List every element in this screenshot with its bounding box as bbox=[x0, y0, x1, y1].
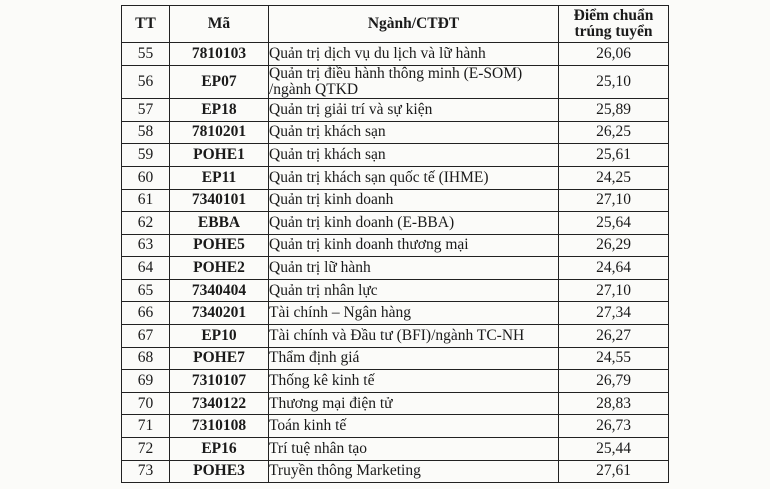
row-ma: POHE1 bbox=[170, 144, 269, 167]
table-row bbox=[122, 65, 669, 99]
row-ma: 7340122 bbox=[170, 392, 269, 415]
row-tt: 56 bbox=[122, 65, 170, 99]
row-tt: 57 bbox=[122, 99, 170, 122]
row-ma: 7310107 bbox=[170, 370, 269, 393]
row-diem: 27,10 bbox=[559, 189, 669, 212]
row-ma: POHE2 bbox=[170, 257, 269, 280]
row-diem: 26,25 bbox=[559, 121, 669, 144]
row-ma: EP16 bbox=[170, 438, 269, 461]
row-ma: POHE5 bbox=[170, 234, 269, 257]
table-row bbox=[122, 325, 669, 348]
row-nganh: Quản trị kinh doanh thương mại bbox=[269, 234, 559, 257]
row-tt: 58 bbox=[122, 121, 170, 144]
row-tt: 60 bbox=[122, 166, 170, 189]
table-row bbox=[122, 99, 669, 122]
row-nganh: Trí tuệ nhân tạo bbox=[269, 438, 559, 461]
row-diem: 24,25 bbox=[559, 166, 669, 189]
row-ma: EP10 bbox=[170, 325, 269, 348]
row-tt: 62 bbox=[122, 212, 170, 235]
row-ma: 7810201 bbox=[170, 121, 269, 144]
row-nganh bbox=[269, 65, 559, 99]
header-nganh: Ngành/CTĐT bbox=[269, 6, 559, 43]
header-diem-line2: trúng tuyển bbox=[574, 23, 653, 40]
row-tt: 70 bbox=[122, 392, 170, 415]
row-ma: 7310108 bbox=[170, 415, 269, 438]
table-row bbox=[122, 415, 669, 438]
row-diem: 25,44 bbox=[559, 438, 669, 461]
row-tt: 61 bbox=[122, 189, 170, 212]
row-diem: 27,61 bbox=[559, 460, 669, 483]
row-nganh: Tài chính – Ngân hàng bbox=[269, 302, 559, 325]
row-diem: 24,64 bbox=[559, 257, 669, 280]
row-ma: 7340404 bbox=[170, 279, 269, 302]
row-ma: POHE3 bbox=[170, 460, 269, 483]
row-nganh: Toán kinh tế bbox=[269, 415, 559, 438]
row-nganh-line1: Quản trị điều hành thông minh (E-SOM) bbox=[269, 65, 523, 82]
row-nganh: Quản trị dịch vụ du lịch và lữ hành bbox=[269, 43, 559, 66]
row-diem: 24,55 bbox=[559, 347, 669, 370]
row-tt: 55 bbox=[122, 43, 170, 66]
row-diem: 25,10 bbox=[559, 65, 669, 99]
row-tt: 63 bbox=[122, 234, 170, 257]
table-row bbox=[122, 234, 669, 257]
row-diem: 26,06 bbox=[559, 43, 669, 66]
table-row bbox=[122, 302, 669, 325]
row-nganh: Quản trị kinh doanh bbox=[269, 189, 559, 212]
header-diem-line1: Điểm chuẩn bbox=[573, 6, 654, 24]
row-nganh: Quản trị khách sạn quốc tế (IHME) bbox=[269, 166, 559, 189]
admission-score-table bbox=[121, 5, 669, 483]
row-tt: 64 bbox=[122, 257, 170, 280]
row-nganh: Thẩm định giá bbox=[269, 347, 559, 370]
row-diem: 28,83 bbox=[559, 392, 669, 415]
row-tt: 66 bbox=[122, 302, 170, 325]
table-row bbox=[122, 257, 669, 280]
row-diem: 25,89 bbox=[559, 99, 669, 122]
header-tt: TT bbox=[122, 6, 170, 43]
row-ma: EP18 bbox=[170, 99, 269, 122]
row-nganh-line2: /ngành QTKD bbox=[269, 80, 359, 98]
row-nganh: Tài chính và Đầu tư (BFI)/ngành TC-NH bbox=[269, 325, 559, 348]
table-row bbox=[122, 347, 669, 370]
row-tt: 72 bbox=[122, 438, 170, 461]
row-tt: 59 bbox=[122, 144, 170, 167]
row-ma: 7340101 bbox=[170, 189, 269, 212]
row-nganh: Quản trị khách sạn bbox=[269, 121, 559, 144]
table-row bbox=[122, 144, 669, 167]
table-row bbox=[122, 121, 669, 144]
row-diem: 27,34 bbox=[559, 302, 669, 325]
row-ma: EP07 bbox=[170, 65, 269, 99]
row-nganh: Quản trị lữ hành bbox=[269, 257, 559, 280]
row-nganh: Quản trị giải trí và sự kiện bbox=[269, 99, 559, 122]
row-tt: 69 bbox=[122, 370, 170, 393]
table-row bbox=[122, 43, 669, 66]
table-body bbox=[122, 43, 669, 483]
table-row bbox=[122, 438, 669, 461]
table-header-row bbox=[122, 6, 669, 43]
table-row bbox=[122, 166, 669, 189]
row-nganh: Quản trị khách sạn bbox=[269, 144, 559, 167]
row-tt: 65 bbox=[122, 279, 170, 302]
row-tt: 68 bbox=[122, 347, 170, 370]
row-diem: 27,10 bbox=[559, 279, 669, 302]
row-ma: POHE7 bbox=[170, 347, 269, 370]
row-diem: 26,73 bbox=[559, 415, 669, 438]
header-ma: Mã bbox=[170, 6, 269, 43]
row-nganh: Thương mại điện tử bbox=[269, 392, 559, 415]
table-row bbox=[122, 212, 669, 235]
row-ma: 7810103 bbox=[170, 43, 269, 66]
row-diem: 26,27 bbox=[559, 325, 669, 348]
table-row bbox=[122, 460, 669, 483]
row-diem: 26,79 bbox=[559, 370, 669, 393]
row-ma: 7340201 bbox=[170, 302, 269, 325]
row-ma: EBBA bbox=[170, 212, 269, 235]
row-nganh: Quản trị nhân lực bbox=[269, 279, 559, 302]
row-nganh: Thống kê kinh tế bbox=[269, 370, 559, 393]
row-diem: 25,64 bbox=[559, 212, 669, 235]
row-nganh: Quản trị kinh doanh (E-BBA) bbox=[269, 212, 559, 235]
table-row bbox=[122, 392, 669, 415]
row-tt: 67 bbox=[122, 325, 170, 348]
table-row bbox=[122, 279, 669, 302]
row-ma: EP11 bbox=[170, 166, 269, 189]
header-diem-chuan bbox=[559, 6, 669, 43]
row-diem: 25,61 bbox=[559, 144, 669, 167]
table-row bbox=[122, 370, 669, 393]
row-tt: 71 bbox=[122, 415, 170, 438]
row-tt: 73 bbox=[122, 460, 170, 483]
row-diem: 26,29 bbox=[559, 234, 669, 257]
table-row bbox=[122, 189, 669, 212]
row-nganh: Truyền thông Marketing bbox=[269, 460, 559, 483]
